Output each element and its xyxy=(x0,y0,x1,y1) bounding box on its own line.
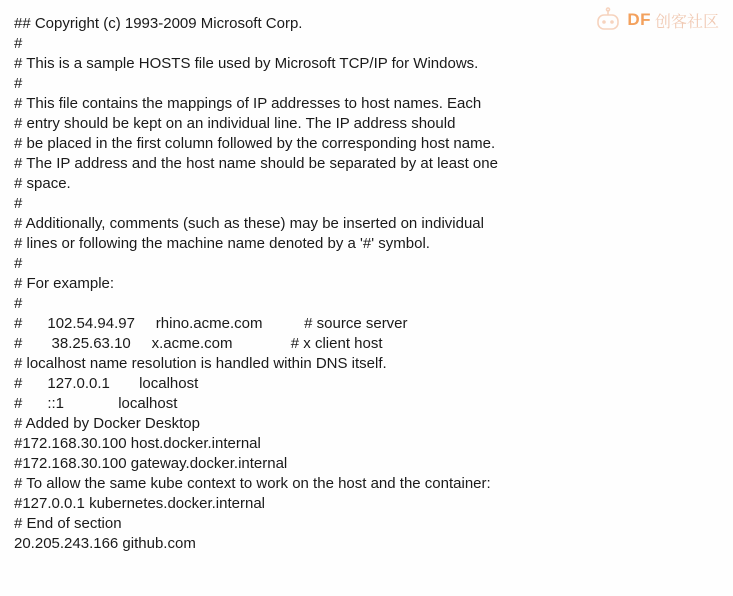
file-line: #172.168.30.100 gateway.docker.internal xyxy=(14,455,288,472)
file-line: # be placed in the first column followed by the corresponding host name. xyxy=(14,135,496,152)
file-line: 20.205.243.166 github.com xyxy=(14,535,196,552)
file-line: # space. xyxy=(14,175,71,192)
robot-head-icon xyxy=(593,7,623,33)
file-line: # 38.25.63.10 x.acme.com # x client host xyxy=(14,335,383,352)
file-line: # To allow the same kube context to work on the host and the container: xyxy=(14,475,491,492)
file-line: # 102.54.94.97 rhino.acme.com # source server xyxy=(14,315,408,332)
file-line: # 127.0.0.1 localhost xyxy=(14,375,199,392)
file-line: # ::1 localhost xyxy=(14,395,178,412)
file-line: #172.168.30.100 host.docker.internal xyxy=(14,435,261,452)
file-line: # xyxy=(14,295,23,312)
watermark-brand: DF xyxy=(627,10,651,29)
file-line: ## Copyright (c) 1993-2009 Microsoft Corp. xyxy=(14,15,303,32)
file-line: # lines or following the machine name denoted by a '#' symbol. xyxy=(14,235,430,252)
file-line: # xyxy=(14,35,23,52)
file-line: # For example: xyxy=(14,275,115,292)
file-line: # End of section xyxy=(14,515,122,532)
file-line: # entry should be kept on an individual line. The IP address should xyxy=(14,115,456,132)
file-line: # xyxy=(14,75,23,92)
file-line: #127.0.0.1 kubernetes.docker.internal xyxy=(14,495,266,512)
file-line: # This file contains the mappings of IP addresses to host names. Each xyxy=(14,95,482,112)
file-line: # Additionally, comments (such as these) may be inserted on individual xyxy=(14,215,484,232)
file-line: # This is a sample HOSTS file used by Microsoft TCP/IP for Windows. xyxy=(14,55,479,72)
hosts-file-text[interactable] xyxy=(14,14,498,554)
file-line: # xyxy=(14,195,23,212)
file-line: # localhost name resolution is handled within DNS itself. xyxy=(14,355,387,372)
watermark-site-name: 创客社区 xyxy=(654,13,719,31)
file-line: # Added by Docker Desktop xyxy=(14,415,200,432)
watermark xyxy=(593,6,719,34)
file-line: # The IP address and the host name should be separated by at least one xyxy=(14,155,498,172)
file-line: # xyxy=(14,255,23,272)
